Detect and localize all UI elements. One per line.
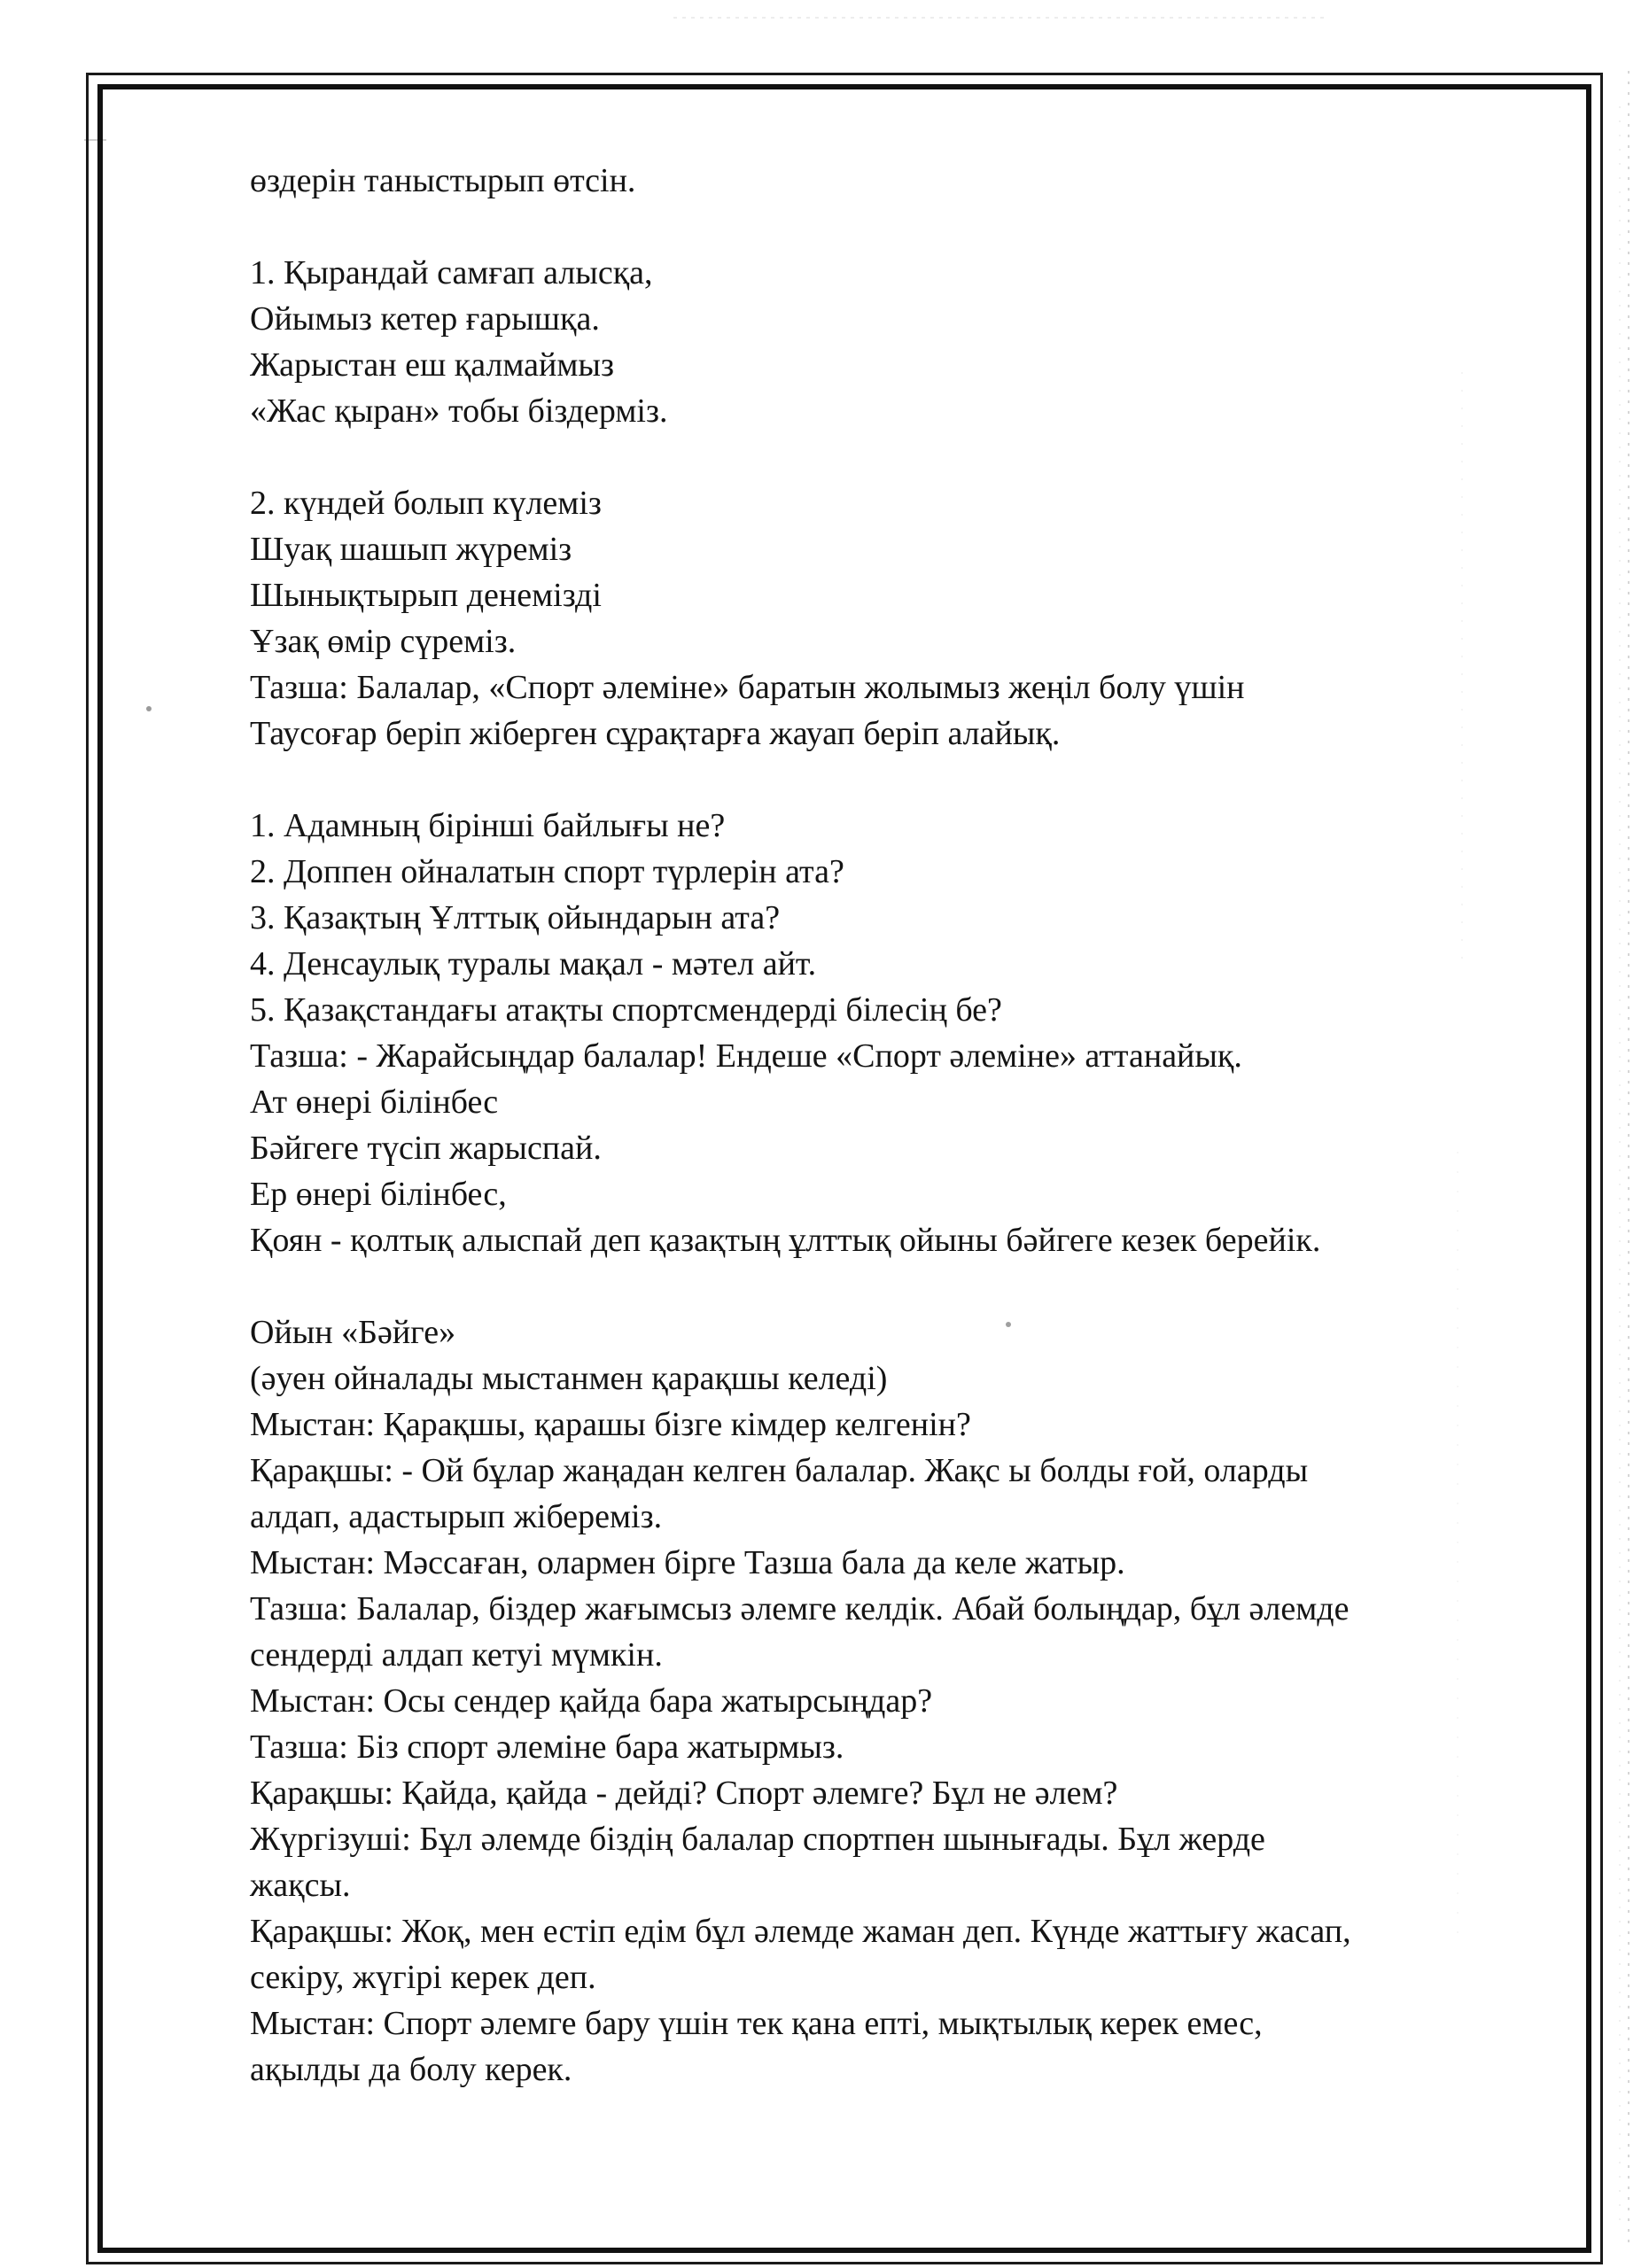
poem-line: Ер өнері білінбес, xyxy=(250,1176,507,1213)
poem-line: Ойымыз кетер ғарышқа. xyxy=(250,300,600,338)
poem-line: Ұзақ өмір сүреміз. xyxy=(250,623,517,660)
poem-line: «Жас қыран» тобы біздерміз. xyxy=(250,392,668,430)
blank-line xyxy=(250,204,1526,250)
question-item: 3. Қазақтың Ұлттық ойындарын ата? xyxy=(250,899,781,936)
dialogue-line: алдап, адастырып жібереміз. xyxy=(250,1498,663,1535)
question-item: 4. Денсаулық туралы мақал - мәтел айт. xyxy=(250,945,817,983)
blank-line xyxy=(250,757,1526,803)
dialogue-line: жақсы. xyxy=(250,1867,351,1904)
dialogue-line: Тазша: Балалар, біздер жағымсыз әлемге келдік. Абай болыңдар, бұл әлемде xyxy=(250,1590,1350,1627)
dialogue-line: Тазша: - Жарайсыңдар балалар! Ендеше «Спорт әлеміне» аттанайық. xyxy=(250,1037,1242,1075)
poem-line: 2. күндей болып күлеміз xyxy=(250,485,602,522)
dialogue-line: ақылды да болу керек. xyxy=(250,2051,572,2088)
question-item: 2. Доппен ойналатын спорт түрлерін ата? xyxy=(250,853,844,890)
document-body xyxy=(250,158,1526,2093)
dialogue-line: Қарақшы: Қайда, қайда - дейді? Спорт әлемге? Бұл не әлем? xyxy=(250,1775,1118,1812)
question-item: 5. Қазақстандағы атақты спортсмендерді білесің бе? xyxy=(250,991,1002,1029)
dialogue-line: Қарақшы: Жоқ, мен естіп едім бұл әлемде жаман деп. Күнде жаттығу жасап, xyxy=(250,1913,1351,1950)
text-line: өздерін таныстырып өтсін. xyxy=(250,162,636,199)
question-item: 1. Адамның бірінші байлығы не? xyxy=(250,807,726,844)
dialogue-line: секіру, жүгірі керек деп. xyxy=(250,1959,596,1996)
poem-line: Жарыстан еш қалмаймыз xyxy=(250,346,614,384)
stage-direction: (әуен ойналады мыстанмен қарақшы келеді) xyxy=(250,1360,888,1397)
dialogue-line: Таусоғар беріп жіберген сұрақтарға жауап беріп алайық. xyxy=(250,715,1061,752)
dialogue-line: Мыстан: Спорт әлемге бару үшін тек қана епті, мықтылық керек емес, xyxy=(250,2005,1263,2042)
dialogue-line: Қарақшы: - Ой бұлар жаңадан келген балалар. Жақс ы болды ғой, оларды xyxy=(250,1452,1309,1489)
dialogue-line: Мыстан: Мәссаған, олармен бірге Тазша бала да келе жатыр. xyxy=(250,1544,1125,1581)
dialogue-line: Тазша: Біз спорт әлеміне бара жатырмыз. xyxy=(250,1728,844,1766)
poem-line: Шынықтырып денемізді xyxy=(250,577,602,614)
blank-line xyxy=(250,1263,1526,1309)
poem-line: Шуақ шашып жүреміз xyxy=(250,531,572,568)
dialogue-line: Тазша: Балалар, «Спорт әлеміне» баратын жолымыз жеңіл болу үшін xyxy=(250,669,1245,706)
dialogue-line: Жүргізуші: Бұл әлемде біздің балалар спортпен шынығады. Бұл жерде xyxy=(250,1821,1265,1858)
dialogue-line: Мыстан: Қарақшы, қарашы бізге кімдер келгенін? xyxy=(250,1406,971,1443)
poem-line: Бәйгеге түсіп жарыспай. xyxy=(250,1130,602,1167)
blank-line xyxy=(250,434,1526,480)
dialogue-line: сендерді алдап кетуі мүмкін. xyxy=(250,1636,663,1674)
poem-line: 1. Қырандай самғап алысқа, xyxy=(250,254,653,291)
poem-line: Ат өнері білінбес xyxy=(250,1084,499,1121)
dialogue-line: Қоян - қолтық алыспай деп қазақтың ұлттық ойыны бәйгеге кезек берейік. xyxy=(250,1222,1321,1259)
dialogue-line: Мыстан: Осы сендер қайда бара жатырсыңдар? xyxy=(250,1682,933,1720)
section-heading: Ойын «Бәйге» xyxy=(250,1314,456,1351)
